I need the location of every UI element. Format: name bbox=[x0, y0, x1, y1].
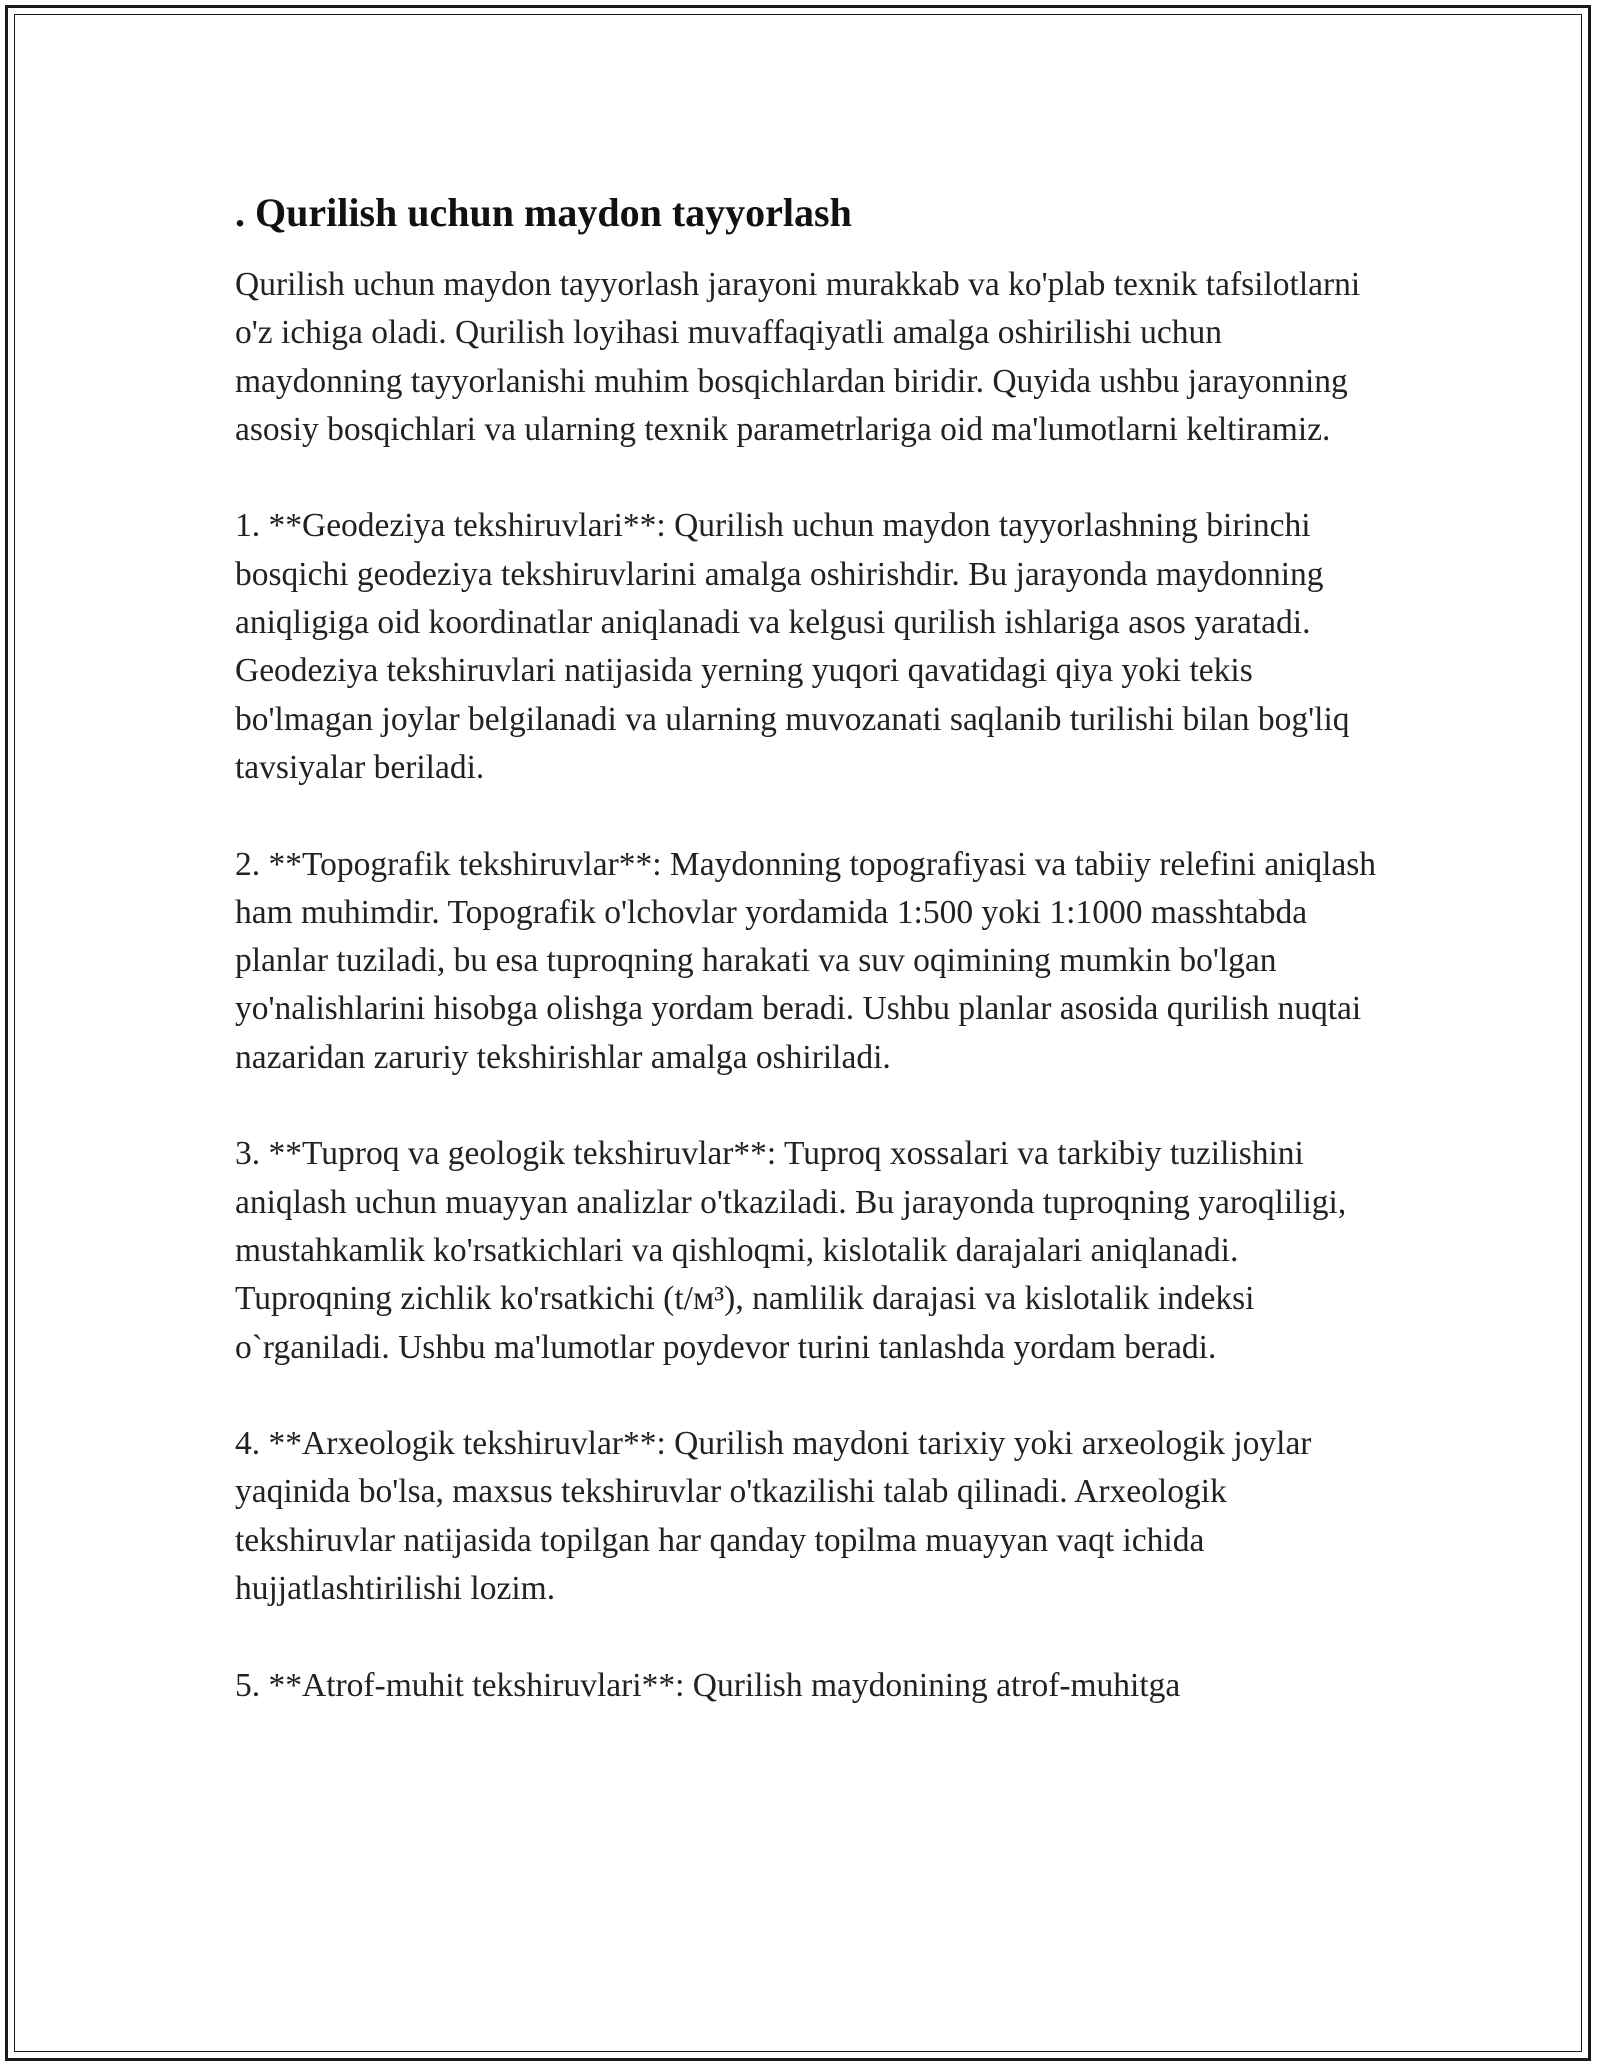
document-body bbox=[235, 185, 1385, 1758]
paragraph-topografik: 2. **Topografik tekshiruvlar**: Maydonning topografiyasi va tabiiy relefini aniqlash ham muhimdir. Topografik o'lchovlar yordamida 1:500 yoki 1:1000 masshtabda planlar tuziladi, bu esa tuproqning harakati va suv oqimining mumkin bo'lgan yo'nalishlarini hisobga olishga yordam beradi. Ushbu planlar asosida qurilish nuqtai nazaridan zaruriy tekshirishlar amalga oshiriladi. bbox=[235, 845, 1377, 1076]
paragraph-tuproq-geologik: 3. **Tuproq va geologik tekshiruvlar**: Tuproq xossalari va tarkibiy tuzilishini aniqlash uchun muayyan analizlar o'tkaziladi. Bu jarayonda tuproqning yaroqliligi, mustahkamlik ko'rsatkichlari va qishloqmi, kislotalik darajalari aniqlanadi. Tuproqning zichlik ko'rsatkichi (t/м³), namlilik darajasi va kislotalik indeksi o`rganiladi. Ushbu ma'lumotlar poydevor turini tanlashda yordam beradi. bbox=[235, 1135, 1347, 1366]
paragraph-arxeologik: 4. **Arxeologik tekshiruvlar**: Qurilish maydoni tarixiy yoki arxeologik joylar yaqinida bo'lsa, maxsus tekshiruvlar o'tkazilishi talab qilinadi. Arxeologik tekshiruvlar natijasida topilgan har qanday topilma muayyan vaqt ichida hujjatlashtirilishi lozim. bbox=[235, 1425, 1312, 1608]
intro-paragraph: Qurilish uchun maydon tayyorlash jarayoni murakkab va ko'plab texnik tafsilotlarni o'z ichiga oladi. Qurilish loyihasi muvaffaqiyatli amalga oshirilishi uchun maydonning tayyorlanishi muhim bosqichlardan biridir. Quyida ushbu jarayonning asosiy bosqichlari va ularning texnik parametrlariga oid ma'lumotlarni keltiramiz. bbox=[235, 266, 1361, 448]
paragraph-atrof-muhit: 5. **Atrof-muhit tekshiruvlari**: Qurilish maydonining atrof-muhitga bbox=[235, 1666, 1181, 1704]
paragraph-geodeziya: 1. **Geodeziya tekshiruvlari**: Qurilish uchun maydon tayyorlashning birinchi bosqichi geodeziya tekshiruvlarini amalga oshirishdir. Bu jarayonda maydonning aniqligiga oid koordinatlar aniqlanadi va kelgusi qurilish ishlariga asos yaratadi. Geodeziya tekshiruvlari natijasida yerning yuqori qavatidagi qiya yoki tekis bo'lmagan joylar belgilanadi va ularning muvozanati saqlanib turilishi bilan bog'liq tavsiyalar beriladi. bbox=[235, 507, 1350, 786]
document-title: . Qurilish uchun maydon tayyorlash bbox=[235, 190, 852, 235]
